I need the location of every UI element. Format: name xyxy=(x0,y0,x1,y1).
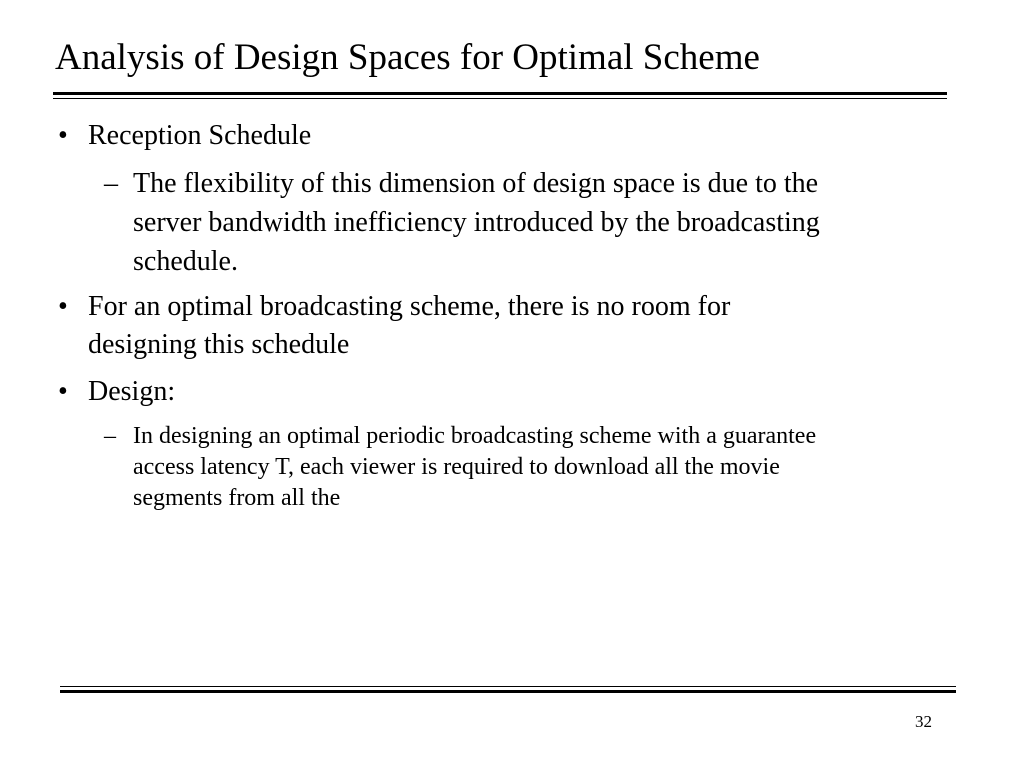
sub-bullet-marker: – xyxy=(104,423,116,449)
bullet-marker: • xyxy=(58,376,68,407)
bullet-line: designing this schedule xyxy=(88,329,350,360)
footer-rule-thick xyxy=(60,690,956,693)
bullet-text: Reception Schedule xyxy=(88,120,312,151)
sub-bullet-line: segments from all the xyxy=(133,485,341,511)
bullet-line: For an optimal broadcasting scheme, there is no room for xyxy=(88,291,731,322)
page-number: 32 xyxy=(915,712,932,731)
bullet-text: Design: xyxy=(88,376,176,407)
sub-bullet-line: schedule. xyxy=(133,246,238,277)
sub-bullet-marker: – xyxy=(104,168,118,199)
bullet-marker: • xyxy=(58,120,68,151)
sub-bullet-line: server bandwidth inefficiency introduced by the broadcasting xyxy=(133,207,820,238)
sub-bullet-line: access latency T, each viewer is required to download all the movie xyxy=(133,454,780,480)
title-underline-thick xyxy=(53,92,947,95)
title-underline-thin xyxy=(53,98,947,99)
sub-bullet-line: The flexibility of this dimension of design space is due to the xyxy=(133,168,819,199)
bullet-marker: • xyxy=(58,291,68,322)
slide-title: Analysis of Design Spaces for Optimal Scheme xyxy=(55,37,760,78)
sub-bullet-line: In designing an optimal periodic broadcasting scheme with a guarantee xyxy=(133,423,817,449)
footer-rule-thin xyxy=(60,686,956,687)
